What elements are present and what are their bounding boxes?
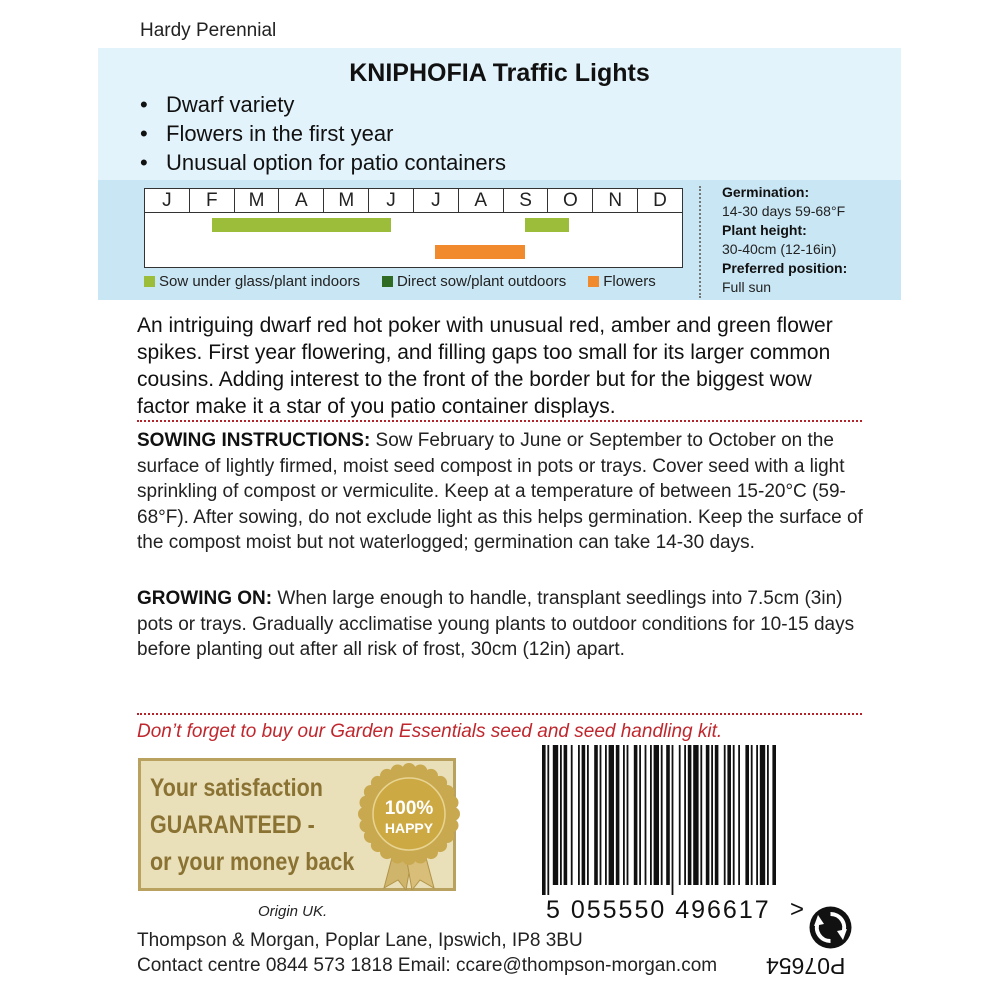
badge-word: HAPPY <box>384 820 434 836</box>
barcode-bar <box>578 745 580 885</box>
badge-percent: 100% <box>384 798 434 819</box>
feature-list <box>140 90 840 177</box>
barcode-bar <box>706 745 710 885</box>
bullet-icon: • <box>140 92 148 117</box>
barcode-bar <box>634 745 638 885</box>
month-label: S <box>504 189 549 212</box>
month-label: N <box>593 189 638 212</box>
germination-label: Germination: <box>722 184 810 200</box>
barcode-number: 5 055550 496617 <box>546 896 771 924</box>
sowing-instructions <box>137 428 872 556</box>
barcode-bar <box>715 745 719 885</box>
barcode-bar <box>760 745 765 885</box>
barcode-bar <box>666 745 670 885</box>
month-label: D <box>653 190 667 211</box>
barcode-bar <box>639 745 641 885</box>
barcode-bar <box>745 745 749 885</box>
dotted-divider <box>137 420 862 422</box>
barcode-bar <box>654 745 659 885</box>
barcode-bar <box>772 745 776 885</box>
product-description: An intriguing dwarf red hot poker with unusual red, amber and green flower spikes. First year flowering, and filling gaps too small for its larger common cousins. Adding interest to the front of the border but for the biggest wow factor make it a star of you patio container displays. <box>137 314 833 418</box>
barcode-chevron: > <box>790 896 805 923</box>
feature-item: • Unusual option for patio containers <box>140 150 506 175</box>
calendar-legend <box>144 273 678 290</box>
bullet-icon: • <box>140 121 148 146</box>
month-label: J <box>414 189 459 212</box>
info-divider <box>699 186 701 298</box>
legend-item-flowers: Flowers <box>588 273 656 290</box>
barcode-bar <box>661 745 663 885</box>
barcode-bar <box>594 745 598 885</box>
barcode-bar <box>571 745 573 885</box>
growing-text: When large enough to handle, transplant seedlings into 7.5cm (3in) pots or trays. Gradually acclimatise young plants to outdoor conditions for 10-15 days before planting out after all risk of frost, 30cm (12in) apart. <box>137 588 855 660</box>
barcode-bar <box>700 745 702 885</box>
bullet-icon: • <box>140 150 148 175</box>
barcode-bar <box>679 745 681 885</box>
legend-swatch-flowers <box>588 276 599 287</box>
barcode-bar <box>724 745 726 885</box>
category-label: Hardy Perennial <box>140 20 277 41</box>
barcode-bar <box>542 745 546 895</box>
barcode-bar <box>609 745 614 885</box>
origin-label: Origin UK. <box>258 903 328 920</box>
calendar-bar-sow-indoors <box>525 218 570 232</box>
company-address: Thompson & Morgan, Poplar Lane, Ipswich, IP8 3BU <box>137 930 583 951</box>
legend-swatch-direct-sow <box>382 276 393 287</box>
satisfaction-guarantee <box>138 758 456 891</box>
plant-height-value: 30-40cm (12-16in) <box>722 241 837 257</box>
germination-value: 14-30 days 59-68°F <box>722 203 846 219</box>
plant-height-label: Plant height: <box>722 222 807 238</box>
barcode-bar <box>738 745 740 885</box>
plant-info <box>722 183 897 297</box>
growing-on-instructions <box>137 586 872 663</box>
barcode-bar <box>733 745 735 885</box>
month-label: A <box>279 189 324 212</box>
barcode-bar <box>751 745 753 885</box>
calendar-months <box>145 189 682 213</box>
legend-item-sow-indoors: Sow under glass/plant indoors <box>144 273 360 290</box>
barcode-bar <box>756 745 758 885</box>
barcode-bar <box>767 745 769 885</box>
guarantee-text: Your satisfaction GUARANTEED - or your money back <box>150 774 355 876</box>
feature-item: • Flowers in the first year <box>140 121 394 146</box>
feature-item: • Dwarf variety <box>140 92 295 117</box>
dotted-divider <box>137 713 862 715</box>
barcode <box>540 745 778 895</box>
barcode-bar <box>627 745 629 885</box>
barcode-bar <box>605 745 607 885</box>
contact-details: Contact centre 0844 573 1818 Email: ccare@thompson-morgan.com <box>137 955 718 976</box>
month-label: M <box>235 189 280 212</box>
position-label: Preferred position: <box>722 260 848 276</box>
barcode-bar <box>623 745 625 885</box>
barcode-bar <box>547 745 549 895</box>
barcode-bar <box>560 745 562 885</box>
position-value: Full sun <box>722 279 772 295</box>
barcode-bar <box>564 745 568 885</box>
barcode-bar <box>688 745 692 885</box>
barcode-bar <box>684 745 686 885</box>
sowing-text: Sow February to June or September to October on the surface of lightly firmed, moist seed compost in pots or trays. Cover seed with a light sprinkling of compost or vermiculite. Keep at a temperature of between 15-20°C (59-68°F). After sowing, do not exclude light as this helps germination. Keep the surface of the compost moist but not waterlogged; germination can take 14-30 days. <box>137 430 863 553</box>
recycle-icon <box>808 905 853 950</box>
month-label: J <box>145 189 190 212</box>
month-label: M <box>324 189 369 212</box>
barcode-bar <box>582 745 586 885</box>
sowing-heading: SOWING INSTRUCTIONS: <box>137 430 371 451</box>
garden-essentials-reminder: Don’t forget to buy our Garden Essentials seed and seed handling kit. <box>137 721 723 742</box>
month-label: A <box>459 189 504 212</box>
barcode-bar <box>727 745 731 885</box>
barcode-bar <box>600 745 602 885</box>
seal-badge-icon <box>354 762 464 890</box>
month-label: J <box>369 189 414 212</box>
barcode-bar <box>650 745 652 885</box>
barcode-bar <box>553 745 558 885</box>
calendar-bar-flowers <box>435 245 524 259</box>
calendar-bar-sow-indoors <box>212 218 391 232</box>
legend-swatch-sow-indoors <box>144 276 155 287</box>
barcode-bar <box>616 745 620 885</box>
growing-heading: GROWING ON: <box>137 588 273 609</box>
product-title: KNIPHOFIA Traffic Lights <box>349 59 650 87</box>
barcode-bar <box>645 745 647 885</box>
legend-item-direct-sow: Direct sow/plant outdoors <box>382 273 566 290</box>
barcode-bar <box>587 745 589 885</box>
sowing-calendar <box>144 188 683 268</box>
barcode-bar <box>711 745 713 885</box>
barcode-bar <box>672 745 674 895</box>
month-label: O <box>548 189 593 212</box>
product-code: P07654 <box>766 953 846 979</box>
barcode-bar <box>693 745 698 885</box>
month-label: F <box>190 189 235 212</box>
